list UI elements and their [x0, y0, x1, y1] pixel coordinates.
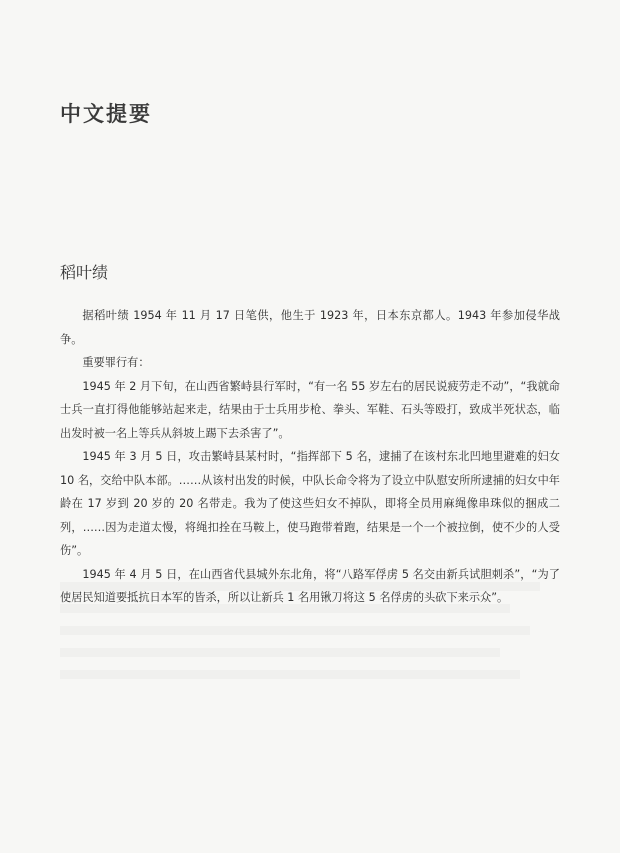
- paragraph-crime-3: 1945 年 4 月 5 日，在山西省代县城外东北角，将“八路军俘虏 5 名交由新兵试胆刺杀”，“为了使居民知道要抵抗日本军的皆杀，所以让新兵 1 名用锹刀将这 5 名俘虏的头砍下来示众”。: [60, 567, 560, 604]
- summary-body: [60, 304, 560, 610]
- page-title: 中文提要: [60, 102, 152, 126]
- bleed-through-text: [60, 582, 560, 692]
- section-title: 稻叶绩: [60, 263, 109, 282]
- paragraph-crimes-heading: 重要罪行有：: [82, 356, 150, 369]
- paragraph-intro: 据稻叶绩 1954 年 11 月 17 日笔供，他生于 1923 年，日本东京都人。1943 年参加侵华战争。: [60, 309, 560, 346]
- paragraph-crime-1: 1945 年 2 月下旬，在山西省繁峙县行军时，“有一名 55 岁左右的居民说疲劳走不动”，“我就命士兵一直打得他能够站起来走，结果由于士兵用步枪、拳头、军鞋、石头等殴打，致成半死状态，临出发时被一名上等兵从斜坡上踢下去杀害了”。: [60, 379, 560, 440]
- paragraph-crime-2: 1945 年 3 月 5 日，攻击繁峙县某村时，“指挥部下 5 名，逮捕了在该村东北凹地里避难的妇女 10 名，交给中队本部。……从该村出发的时候，中队长命令将为了设立中队慰安所所逮捕的妇女中年龄在 17 岁到 20 岁的 20 名带走。我为了使这些妇女不掉队，即将全员用麻绳像串珠似的捆成二列，……因为走道太慢，将绳扣拴在马鞍上，使马跑带着跑，结果是一个一个被拉倒，使不少的人受伤”。: [60, 450, 560, 557]
